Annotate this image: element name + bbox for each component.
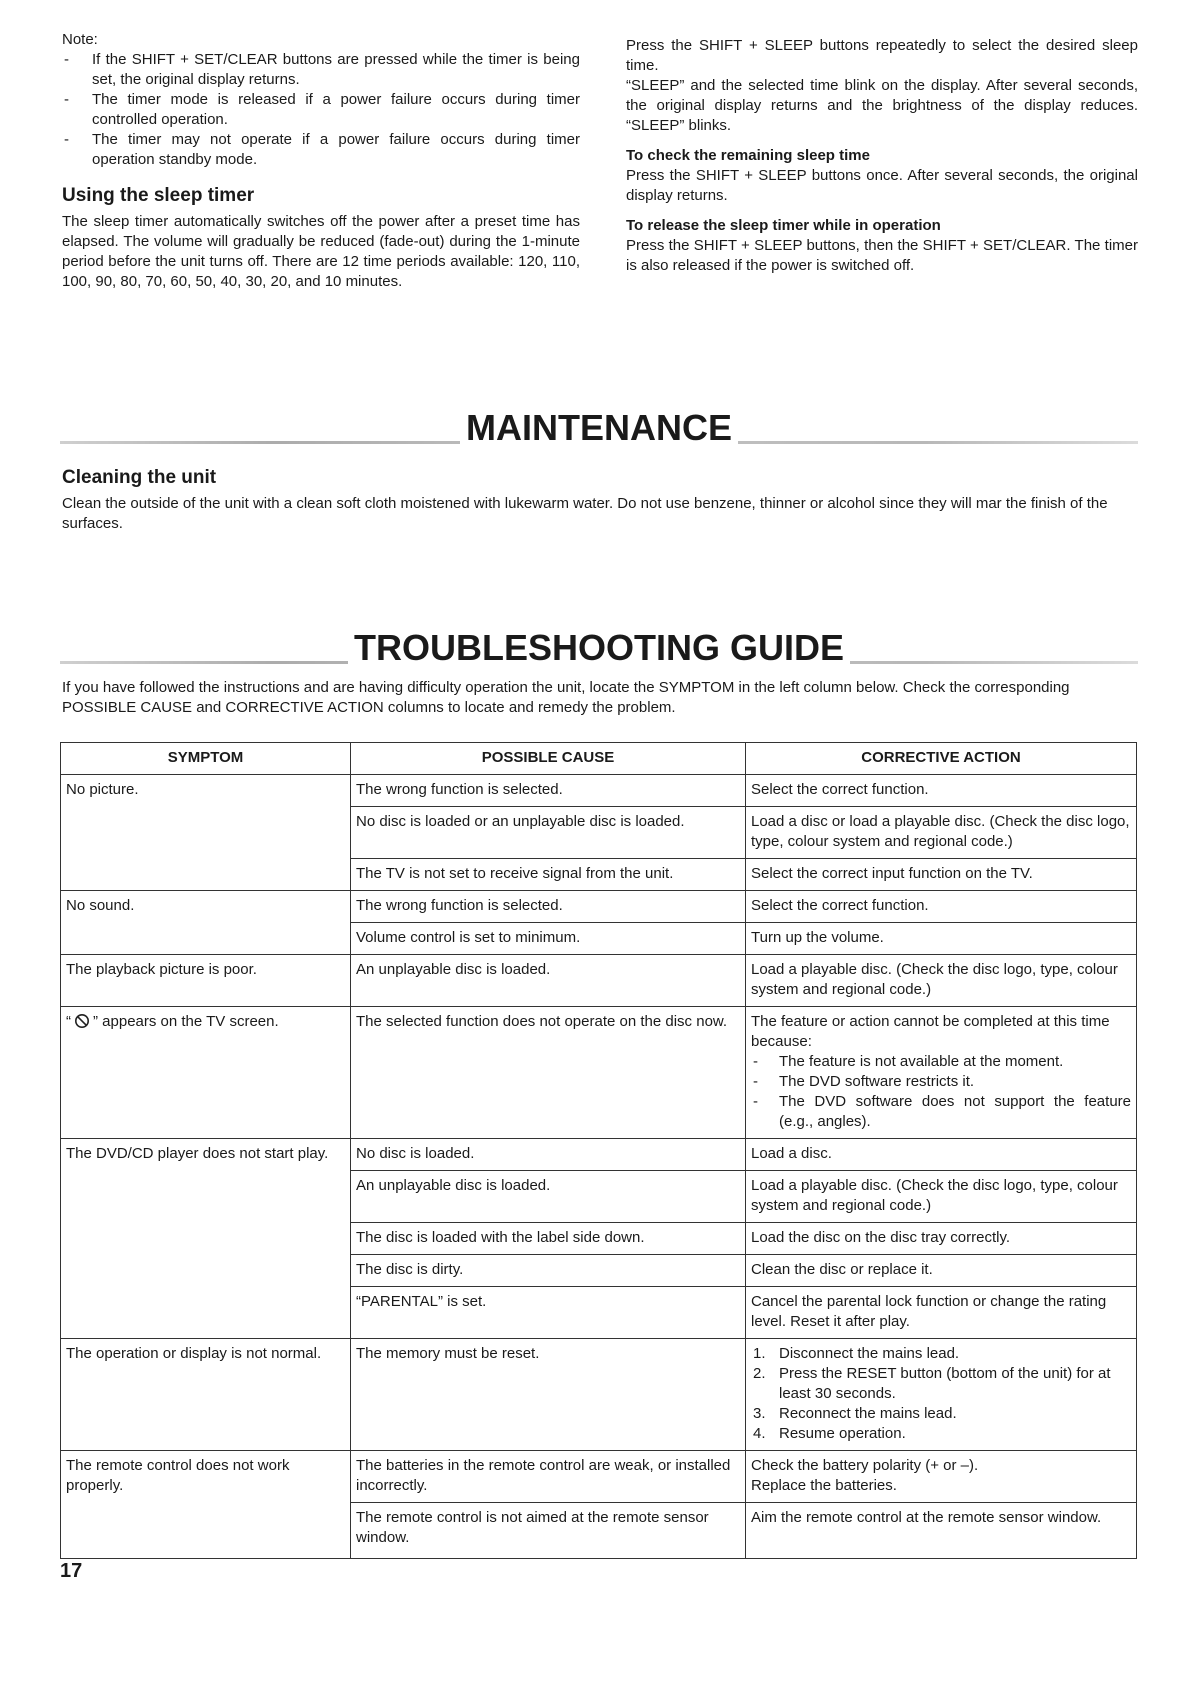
- symptom-text: ” appears on the TV screen.: [93, 1013, 279, 1030]
- action-cell: Load a disc.: [746, 1139, 1137, 1171]
- cause-cell: An unplayable disc is loaded.: [351, 1171, 746, 1223]
- cause-cell: The disc is loaded with the label side down.: [351, 1223, 746, 1255]
- table-header-row: [61, 743, 1137, 775]
- action-line: Replace the batteries.: [751, 1477, 897, 1494]
- cleaning-text: Clean the outside of the unit with a clean soft cloth moistened with lukewarm water. Do not use benzene, thinner or alcohol since they will mar the finish of the surfaces.: [62, 495, 1108, 532]
- action-cell: Clean the disc or replace it.: [746, 1255, 1137, 1287]
- maintenance-section-title: [60, 402, 1138, 448]
- note-label: Note:: [62, 31, 98, 48]
- list-item: 1. Disconnect the mains lead.: [753, 1345, 960, 1362]
- prohibited-icon: [73, 1013, 91, 1029]
- troubleshooting-intro: If you have followed the instructions and are having difficulty operation the unit, locate the SYMPTOM in the left column below. Check the corresponding POSSIBLE CAUSE and CORRECTIVE ACTION columns to locate and remedy the problem.: [62, 679, 1070, 716]
- action-intro: The feature or action cannot be completed at this time because:: [751, 1013, 1110, 1050]
- list-item: 2. Press the RESET button (bottom of the unit) for at least 30 seconds.: [753, 1365, 1111, 1402]
- cause-cell: An unplayable disc is loaded.: [351, 955, 746, 1007]
- cause-cell: No disc is loaded.: [351, 1139, 746, 1171]
- right-column: [626, 36, 1138, 276]
- action-cell: Select the correct function.: [746, 775, 1137, 807]
- table-row: [61, 1339, 1137, 1451]
- action-list: [751, 1052, 1131, 1132]
- cause-cell: The disc is dirty.: [351, 1255, 746, 1287]
- action-cell: [746, 1339, 1137, 1451]
- symptom-cell: No picture.: [61, 775, 351, 891]
- action-cell: Turn up the volume.: [746, 923, 1137, 955]
- cause-cell: The wrong function is selected.: [351, 775, 746, 807]
- table-row: [61, 891, 1137, 923]
- table-row: [61, 1139, 1137, 1171]
- troubleshooting-table: [60, 742, 1137, 1559]
- release-sleep-heading: To release the sleep timer while in operation: [626, 217, 941, 234]
- action-cell: Cancel the parental lock function or change the rating level. Reset it after play.: [746, 1287, 1137, 1339]
- list-item: - The DVD software does not support the feature (e.g., angles).: [753, 1093, 1131, 1130]
- action-line: Check the battery polarity (+ or –).: [751, 1457, 979, 1474]
- cause-cell: The batteries in the remote control are weak, or installed incorrectly.: [351, 1451, 746, 1503]
- list-item: - The DVD software restricts it.: [753, 1073, 975, 1090]
- header-cause: POSSIBLE CAUSE: [351, 743, 746, 775]
- action-cell: Load a playable disc. (Check the disc logo, type, colour system and regional code.): [746, 1171, 1137, 1223]
- symptom-cell: The remote control does not work properly.: [61, 1451, 351, 1559]
- cause-cell: The TV is not set to receive signal from the unit.: [351, 859, 746, 891]
- symptom-cell: [61, 1007, 351, 1139]
- table-row: [61, 1451, 1137, 1503]
- header-symptom: SYMPTOM: [61, 743, 351, 775]
- action-cell: Load a playable disc. (Check the disc logo, type, colour system and regional code.): [746, 955, 1137, 1007]
- header-action: CORRECTIVE ACTION: [746, 743, 1137, 775]
- table-row: [61, 775, 1137, 807]
- list-item: 4. Resume operation.: [753, 1425, 906, 1442]
- page-number: 17: [60, 1560, 83, 1582]
- action-cell: [746, 1451, 1137, 1503]
- action-steps: [751, 1344, 1131, 1444]
- action-cell: Load the disc on the disc tray correctly.: [746, 1223, 1137, 1255]
- troubleshooting-section-title: [60, 622, 1138, 668]
- maintenance-block: [62, 466, 1140, 534]
- cause-cell: The memory must be reset.: [351, 1339, 746, 1451]
- cause-cell: The selected function does not operate on the disc now.: [351, 1007, 746, 1139]
- sleep-timer-text: The sleep timer automatically switches off the power after a preset time has elapsed. The volume will gradually be reduced (fade-out) during the 1-minute period before the unit turns off. There are 12 time periods available: 120, 110, 100, 90, 80, 70, 60, 50, 40, 30, 20, and 10 minutes.: [62, 213, 580, 290]
- symptom-cell: The operation or display is not normal.: [61, 1339, 351, 1451]
- list-item: - The feature is not available at the moment.: [753, 1053, 1064, 1070]
- action-cell: [746, 1007, 1137, 1139]
- symptom-cell: The playback picture is poor.: [61, 955, 351, 1007]
- maintenance-title: MAINTENANCE: [460, 407, 738, 448]
- cause-cell: Volume control is set to minimum.: [351, 923, 746, 955]
- cause-cell: “PARENTAL” is set.: [351, 1287, 746, 1339]
- table-row: [61, 955, 1137, 1007]
- cause-cell: The wrong function is selected.: [351, 891, 746, 923]
- note-item: - The timer may not operate if a power failure occurs during timer operation standby mode.: [62, 130, 580, 170]
- note-item: - The timer mode is released if a power failure occurs during timer controlled operation.: [62, 90, 580, 130]
- sleep-timer-heading: Using the sleep timer: [62, 185, 255, 206]
- note-item: - If the SHIFT + SET/CLEAR buttons are pressed while the timer is being set, the original display returns.: [62, 50, 580, 90]
- action-cell: Aim the remote control at the remote sensor window.: [746, 1503, 1137, 1559]
- action-cell: Load a disc or load a playable disc. (Check the disc logo, type, colour system and regional code.): [746, 807, 1137, 859]
- list-item: 3. Reconnect the mains lead.: [753, 1405, 957, 1422]
- symptom-cell: The DVD/CD player does not start play.: [61, 1139, 351, 1339]
- sleep-select-text: Press the SHIFT + SLEEP buttons repeatedly to select the desired sleep time.: [626, 37, 1138, 74]
- table-row: [61, 1007, 1137, 1139]
- troubleshooting-title: TROUBLESHOOTING GUIDE: [348, 627, 850, 668]
- release-sleep-text: Press the SHIFT + SLEEP buttons, then the SHIFT + SET/CLEAR. The timer is also released if the power is switched off.: [626, 237, 1138, 274]
- sleep-blink-text: “SLEEP” and the selected time blink on the display. After several seconds, the original display returns and the brightness of the display reduces. “SLEEP” blinks.: [626, 77, 1138, 134]
- cause-cell: No disc is loaded or an unplayable disc is loaded.: [351, 807, 746, 859]
- left-column: [62, 30, 580, 292]
- cleaning-heading: Cleaning the unit: [62, 467, 217, 488]
- symptom-cell: No sound.: [61, 891, 351, 955]
- symptom-quote-open: “: [66, 1013, 71, 1030]
- check-sleep-text: Press the SHIFT + SLEEP buttons once. After several seconds, the original display returns.: [626, 167, 1138, 204]
- cause-cell: The remote control is not aimed at the remote sensor window.: [351, 1503, 746, 1559]
- action-cell: Select the correct function.: [746, 891, 1137, 923]
- note-list: [62, 50, 580, 170]
- action-cell: Select the correct input function on the TV.: [746, 859, 1137, 891]
- check-sleep-heading: To check the remaining sleep time: [626, 147, 870, 164]
